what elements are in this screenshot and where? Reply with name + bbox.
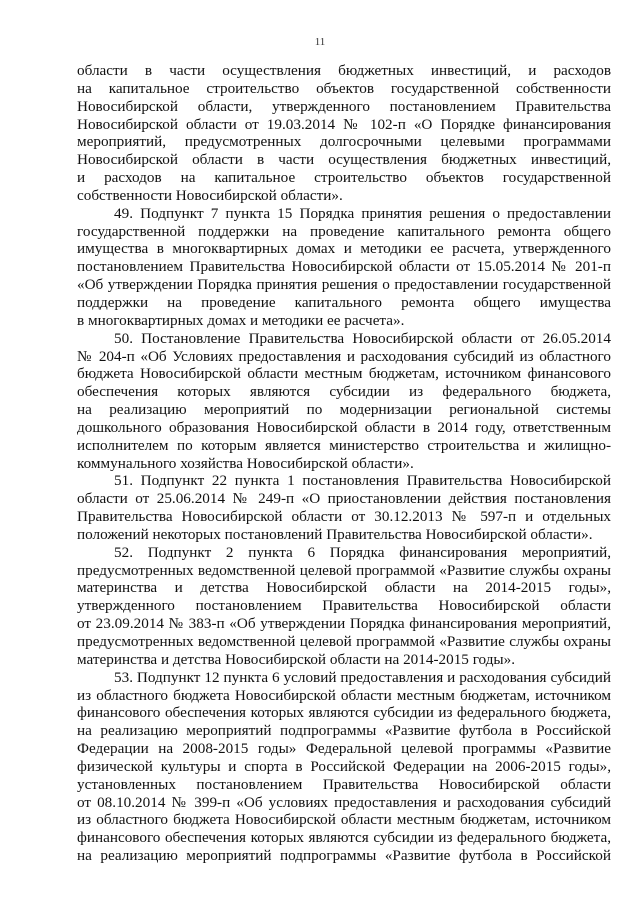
text-line: 53. Подпункт 12 пункта 6 условий предоставления и расходования субсидий (114, 668, 611, 686)
text-line: обеспечения которых являются субсидии из федерального бюджета, (77, 383, 611, 401)
text-line: Новосибирской области в части осуществления бюджетных инвестиций, (77, 151, 611, 169)
text-line: мероприятий, предусмотренных долгосрочными целевыми программами (77, 133, 611, 151)
paragraph-continuation (77, 62, 611, 205)
text-line: на реализацию мероприятий подпрограммы «Развитие футбола в Российской (77, 847, 611, 865)
text-line: коммунального хозяйства Новосибирской области». (77, 454, 414, 472)
text-line: из областного бюджета Новосибирской области местным бюджетам, источником (77, 811, 611, 829)
text-line: Новосибирской области, утвержденного постановлением Правительства (77, 97, 611, 115)
text-line: предусмотренных ведомственной целевой программой «Развитие службы охраны (77, 561, 611, 579)
text-line: предусмотренных ведомственной целевой программой «Развитие службы охраны (77, 633, 611, 650)
text-line: на реализацию мероприятий по модернизации региональной системы (77, 401, 611, 419)
document-body (77, 62, 611, 865)
text-line: 50. Постановление Правительства Новосибирской области от 26.05.2014 (114, 329, 611, 347)
text-line: 52. Подпункт 2 пункта 6 Порядка финансирования мероприятий, (114, 543, 611, 561)
text-line: поддержки на проведение капитального ремонта общего имущества (77, 293, 611, 311)
text-line: 49. Подпункт 7 пункта 15 Порядка принятия решения о предоставлении (114, 204, 611, 222)
text-line: физической культуры и спорта в Российской Федерации на 2006-2015 годы», (77, 757, 611, 775)
paragraph-51 (77, 472, 611, 543)
page-number: 11 (314, 36, 326, 48)
text-line: от 23.09.2014 № 383-п «Об утверждении Порядка финансирования мероприятий, (77, 615, 611, 633)
text-line: «Об утверждении Порядка принятия решения о предоставлении государственной (77, 276, 611, 294)
paragraph-53 (77, 669, 611, 865)
text-line: государственной поддержки на проведение капитального ремонта общего (77, 222, 611, 240)
text-line: финансового обеспечения которых являются субсидии из федерального бюджета, (77, 829, 611, 847)
text-line: финансового обеспечения которых являются субсидии из федерального бюджета, (77, 704, 611, 722)
text-line: исполнителем по которым является министерство строительства и жилищно- (77, 436, 611, 454)
text-line: имущества в многоквартирных домах и методики ее расчета, утвержденного (77, 240, 611, 258)
text-line: установленных постановлением Правительства Новосибирской области (77, 775, 611, 793)
text-line: положений некоторых постановлений Правительства Новосибирской области». (77, 525, 593, 543)
text-line: постановлением Правительства Новосибирской области от 15.05.2014 № 201-п (77, 258, 611, 276)
text-line: области в части осуществления бюджетных инвестиций, и расходов (77, 62, 611, 79)
paragraph-50 (77, 330, 611, 473)
text-line: и расходов на капитальное строительство объектов государственной (77, 169, 611, 187)
text-line: на реализацию мероприятий подпрограммы «Развитие футбола в Российской (77, 722, 611, 740)
text-line: от 08.10.2014 № 399-п «Об условиях предоставления и расходования субсидий (77, 793, 611, 811)
text-line: Правительства Новосибирской области от 30.12.2013 № 597-п и отдельных (77, 508, 611, 526)
text-line: утвержденного постановлением Правительства Новосибирской области (77, 597, 611, 615)
text-line: области от 25.06.2014 № 249-п «О приостановлении действия постановления (77, 490, 611, 508)
text-line: № 204-п «Об Условиях предоставления и расходования субсидий из областного (77, 347, 611, 365)
text-line: материнства и детства Новосибирской области на 2014-2015 годы». (77, 650, 516, 668)
paragraph-52 (77, 544, 611, 669)
text-line: Федерации на 2008-2015 годы» Федеральной целевой программы «Развитие (77, 740, 611, 758)
text-line: 51. Подпункт 22 пункта 1 постановления Правительства Новосибирской (114, 472, 611, 490)
text-line: из областного бюджета Новосибирской области местным бюджетам, источником (77, 686, 611, 704)
text-line: на капитальное строительство объектов государственной собственности (77, 79, 611, 97)
paragraph-49 (77, 205, 611, 330)
text-line: дошкольного образования Новосибирской области в 2014 году, ответственным (77, 418, 611, 436)
text-line: в многоквартирных домах и методики ее расчета». (77, 311, 405, 329)
text-line: материнства и детства Новосибирской области на 2014-2015 годы», (77, 579, 611, 597)
text-line: бюджета Новосибирской области местным бюджетам, источником финансового (77, 365, 611, 383)
text-line: Новосибирской области от 19.03.2014 № 102-п «О Порядке финансирования (77, 115, 611, 133)
text-line: собственности Новосибирской области». (77, 186, 343, 204)
